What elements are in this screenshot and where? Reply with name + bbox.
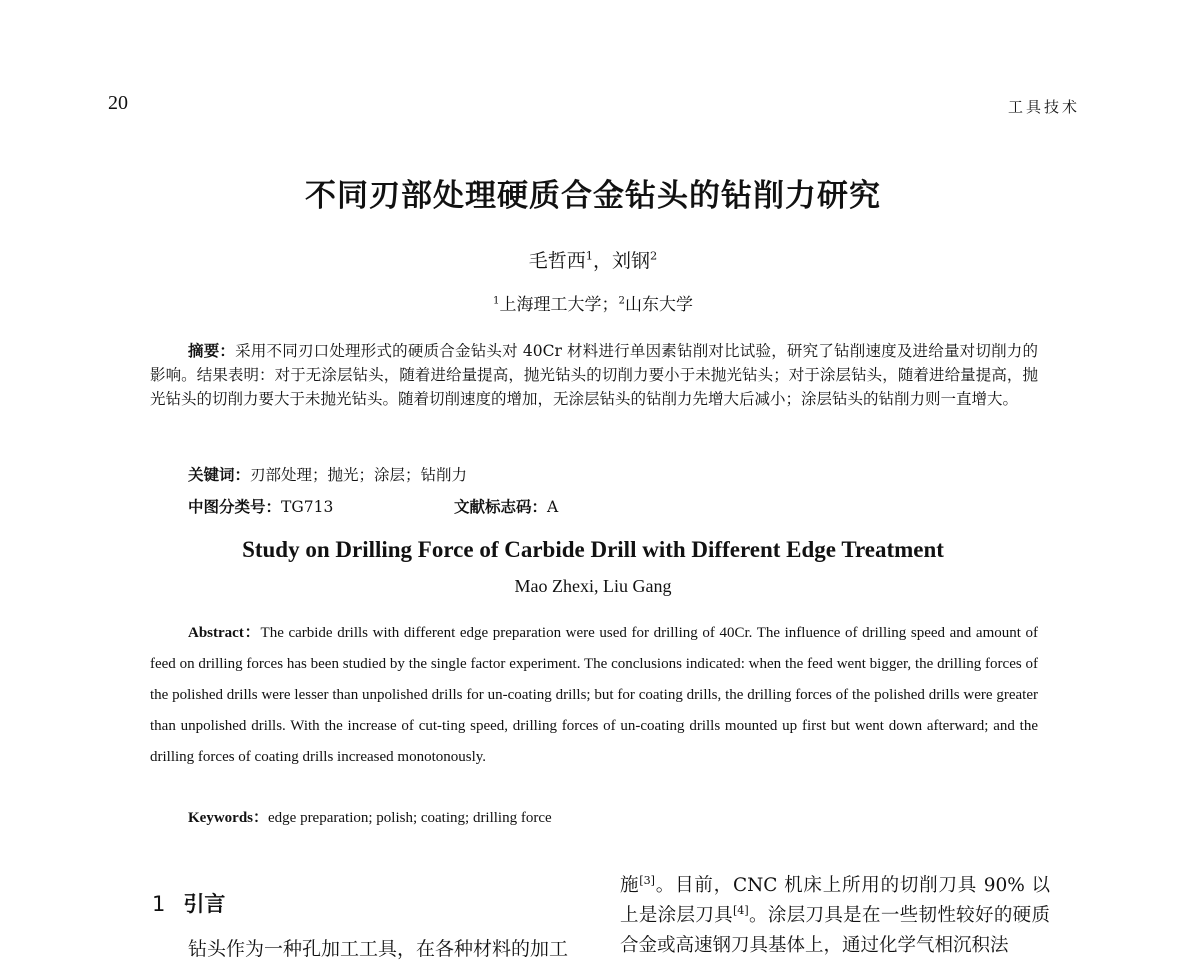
right-body-text-2: 。目前，CNC 机床上所用的切削刀具 90% 以上是涂层刀具 — [620, 875, 1050, 926]
affiliation-2: 山东大学 — [624, 295, 693, 315]
english-authors: Mao Zhexi, Liu Gang — [514, 576, 672, 596]
classification-label: 中图分类号： — [188, 498, 282, 516]
document-code-label: 文献标志码： — [454, 498, 548, 516]
citation-3: [3] — [639, 873, 656, 887]
affiliation-2-mark: 2 — [618, 295, 625, 307]
affiliation-1-mark: 1 — [493, 295, 500, 307]
authors — [0, 246, 1186, 273]
document-code — [454, 495, 558, 517]
keywords-chinese-label: 关键词： — [188, 466, 251, 484]
author-1-affiliation-mark: 1 — [585, 248, 593, 263]
abstract-english — [150, 618, 1038, 773]
affiliations — [0, 290, 1186, 315]
keywords-english-label: Keywords： — [188, 810, 268, 826]
section-title: 引言 — [183, 892, 226, 916]
paper-title: 不同刃部处理硬质合金钻头的钻削力研究 — [305, 178, 881, 214]
author-2-affiliation-mark: 2 — [650, 248, 658, 263]
section-number: 1 — [152, 892, 166, 916]
keywords-english-text: edge preparation; polish; coating; drilling force — [268, 810, 552, 826]
citation-4: [4] — [732, 903, 749, 917]
abstract-chinese-text: 采用不同刃口处理形式的硬质合金钻头对 40Cr 材料进行单因素钻削对比试验，研究了钻削速度及进给量对切削力的影响。结果表明：对于无涂层钻头，随着进给量提高，抛光钻头的切削力要小于未抛光钻头；对于涂层钻头，随着进给量提高，抛光钻头的切削力要大于未抛光钻头。随着切削速度的增加，无涂层钻头的钻削力先增大后减小；涂层钻头的钻削力则一直增大。 — [150, 342, 1038, 408]
classification-value: TG713 — [281, 498, 334, 516]
right-body-text-3: 。涂层刀具是在一些韧性较好的硬质合金或高速钢刀具基体上，通过化学气相沉积法 — [620, 905, 1050, 956]
author-separator: ， — [592, 250, 612, 272]
right-body-text-1: 施 — [620, 875, 640, 896]
abstract-chinese — [150, 339, 1038, 411]
document-code-value: A — [547, 498, 559, 516]
journal-name: 工具技术 — [1007, 98, 1080, 116]
keywords-chinese — [188, 463, 467, 485]
english-title: Study on Drilling Force of Carbide Drill with Different Edge Treatment — [242, 537, 944, 562]
author-1: 毛哲西 — [528, 250, 586, 272]
author-2: 刘钢 — [612, 250, 651, 272]
right-column-body — [620, 871, 1050, 961]
keywords-english — [188, 806, 552, 827]
page-number: 20 — [108, 92, 128, 114]
abstract-chinese-label: 摘要： — [188, 342, 236, 360]
section-heading — [152, 888, 225, 918]
abstract-english-text: The carbide drills with different edge preparation were used for drilling of 40Cr. The influence of drilling speed and amount of feed on drilling forces has been studied by the single factor experiment. The conclusions indicated: when the feed went bigger, the drilling forces of the polished drills were lesser than unpolished drills for un-coating drills; but for coating drills, the drilling forces of the polished drills were greater than unpolished drills. With the increase of cut-ting speed, drilling forces of un-coating drills mounted up first but went down afterward; and the drilling forces of coating drills increased monotonously. — [150, 625, 1038, 765]
keywords-chinese-text: 刃部处理；抛光；涂层；钻削力 — [250, 466, 468, 484]
abstract-english-label: Abstract： — [188, 625, 261, 641]
left-column-body: 钻头作为一种孔加工工具，在各种材料的加工 — [188, 938, 569, 960]
affiliation-1: 上海理工大学； — [499, 295, 619, 315]
classification-row — [188, 495, 788, 517]
